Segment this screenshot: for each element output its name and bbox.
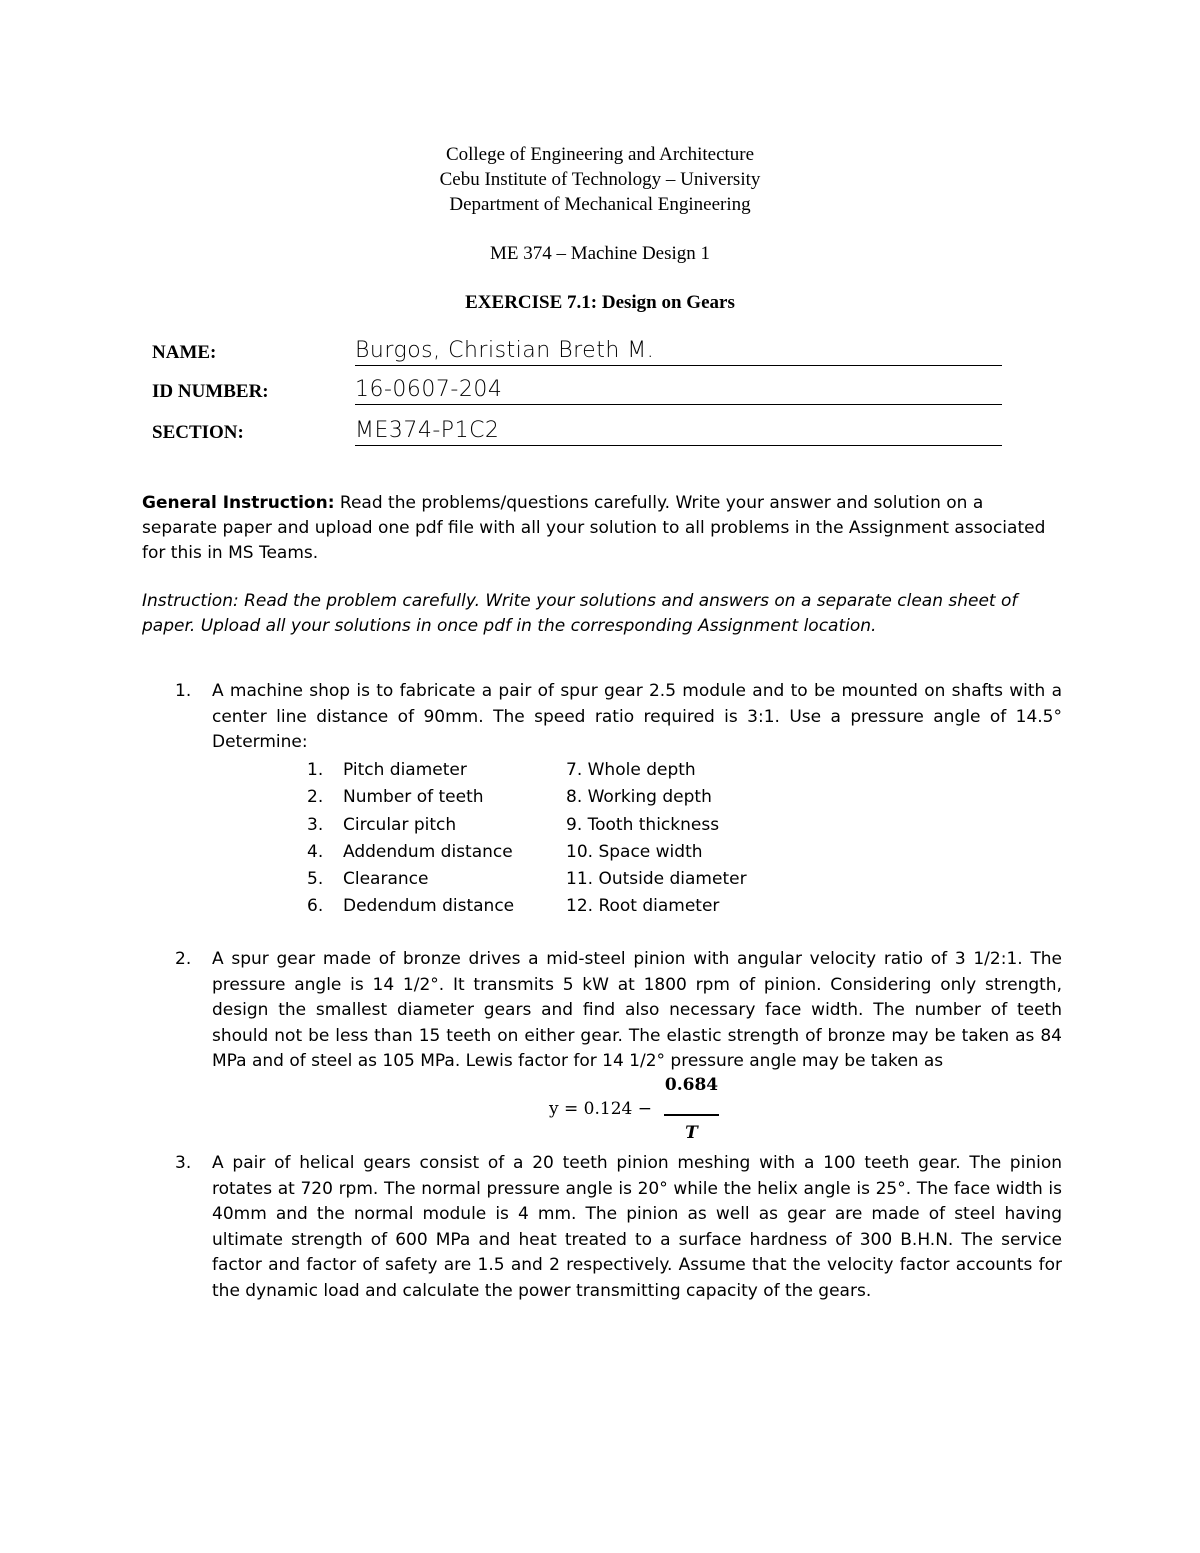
list-item: 2. Number of teeth — [307, 787, 484, 808]
id-number-label: ID NUMBER: — [152, 381, 269, 402]
formula-fraction-bar — [664, 1114, 719, 1116]
sublist-left-column — [307, 757, 567, 921]
problem-text: A pair of helical gears consist of a 20 teeth pinion meshing with a 100 teeth gear. The pinion rotates at 720 rpm. The normal pressure angle is 20° while the helix angle is 25°. The face width is 40mm and the normal module is 4 mm. The pinion as well as gear are made of steel having ultimate strength of 600 MPa and heat treated to a surface hardness of 300 B.H.N. The service factor and factor of safety are 1.5 and 2 respectively. Assume that the velocity factor accounts for the dynamic load and calculate the power transmitting capacity of the gears. — [212, 1153, 1062, 1301]
list-item: 7. Whole depth — [566, 760, 696, 780]
general-instruction — [142, 491, 1060, 566]
id-number-line — [355, 374, 1002, 405]
list-item: 4. Addendum distance — [307, 841, 513, 862]
list-item: 8. Working depth — [566, 787, 712, 808]
course-title: ME 374 – Machine Design 1 — [489, 243, 711, 264]
formula-numerator: 0.684 — [664, 1075, 719, 1095]
institution-header — [0, 142, 1200, 217]
name-label: NAME: — [152, 342, 217, 363]
name-line — [355, 335, 1002, 366]
instruction-text: Instruction: Read the problem carefully. Write your solutions and answers on a separate clean sheet of paper. Upload all your solutions in once pdf in the corresponding Assignment location. — [142, 591, 1018, 636]
general-instruction-text: Read the problems/questions carefully. Write your answer and solution on a separate paper and upload one pdf file with all your solution to all problems in the Assignment associated for this in MS Teams. — [142, 493, 1046, 563]
sublist-right-column — [566, 757, 826, 921]
list-item: 3. Circular pitch — [307, 814, 457, 835]
exercise-title: EXERCISE 7.1: Design on Gears — [465, 292, 735, 313]
problem-number: 1. — [175, 681, 192, 701]
section-line — [355, 415, 1002, 446]
problem-number: 3. — [175, 1153, 192, 1173]
list-item: 5. Clearance — [307, 869, 429, 890]
list-item: 6. Dedendum distance — [307, 896, 515, 917]
list-item: 10. Space width — [566, 841, 703, 862]
problem-3 — [142, 1151, 1062, 1304]
id-number-field — [152, 375, 1002, 405]
problem-text: A machine shop is to fabricate a pair of spur gear 2.5 module and to be mounted on shafts with a center line distance of 90mm. The speed ratio required is 3:1. Use a pressure angle of 14.5° Determine: — [212, 681, 1062, 752]
lewis-factor-formula — [549, 1075, 729, 1147]
list-item: 12. Root diameter — [566, 896, 720, 917]
formula-denominator: T — [685, 1123, 698, 1143]
general-instruction-label: General Instruction: — [142, 493, 335, 513]
problem-2 — [142, 947, 1062, 1075]
section-field — [152, 416, 1002, 446]
department-name: Department of Mechanical Engineering — [449, 194, 751, 215]
list-item: 1. Pitch diameter — [307, 760, 467, 780]
list-item: 9. Tooth thickness — [566, 814, 720, 835]
id-number-value: 16-0607-204 — [355, 377, 503, 402]
name-value: Burgos, Christian Breth M. — [355, 338, 655, 363]
problem-1 — [142, 679, 1062, 756]
university-name: Cebu Institute of Technology – University — [439, 169, 761, 190]
problem-number: 2. — [175, 949, 192, 969]
section-label: SECTION: — [152, 422, 244, 443]
list-item: 11. Outside diameter — [566, 869, 747, 890]
problem-text: A spur gear made of bronze drives a mid-steel pinion with angular velocity ratio of 3 1/2:1. The pressure angle is 14 1/2°. It transmits 5 kW at 1800 rpm of pinion. Considering only strength, design the smallest diameter gears and find also necessary face width. The number of teeth should not be less than 15 teeth on either gear. The elastic strength of bronze may be taken as 84 MPa and of steel as 105 MPa. Lewis factor for 14 1/2° pressure angle may be taken as — [212, 949, 1062, 1071]
college-name: College of Engineering and Architecture — [445, 144, 755, 165]
section-value: ME374-P1C2 — [355, 418, 500, 443]
name-field — [152, 336, 1002, 366]
formula-lhs: y = 0.124 − — [549, 1099, 652, 1119]
